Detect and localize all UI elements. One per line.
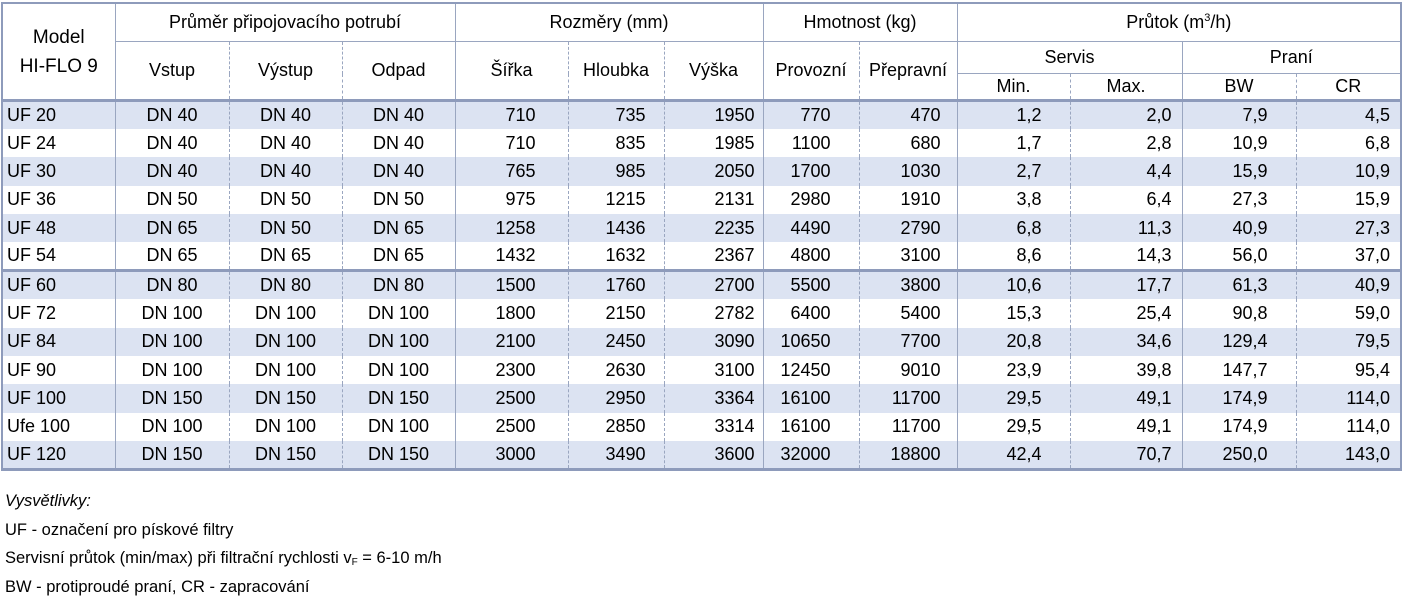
value-cell: 17,7	[1070, 271, 1182, 299]
value-cell: 10,6	[957, 271, 1070, 299]
value-cell: 985	[568, 157, 664, 185]
value-cell: 32000	[763, 441, 859, 469]
value-cell: 11,3	[1070, 214, 1182, 242]
model-header-line1: Model	[33, 27, 85, 48]
table-body	[2, 101, 1401, 470]
value-cell: 1436	[568, 214, 664, 242]
value-cell: DN 50	[229, 186, 342, 214]
value-cell: DN 50	[229, 214, 342, 242]
table-row	[2, 384, 1401, 412]
value-cell: 6400	[763, 299, 859, 327]
value-cell: 2782	[664, 299, 763, 327]
note-service-flow: Servisní průtok (min/max) při filtrační rychlosti $v_F = 6-10$ m/h	[5, 544, 442, 573]
col-sirka: Šířka	[455, 42, 568, 101]
value-cell: 42,4	[957, 441, 1070, 469]
value-cell: 61,3	[1182, 271, 1296, 299]
model-cell: UF 120	[2, 441, 115, 469]
value-cell: DN 40	[115, 101, 229, 129]
value-cell: DN 100	[342, 413, 455, 441]
value-cell: DN 50	[342, 186, 455, 214]
col-vstup: Vstup	[115, 42, 229, 101]
table-row	[2, 186, 1401, 214]
value-cell: 975	[455, 186, 568, 214]
value-cell: 1215	[568, 186, 664, 214]
value-cell: 114,0	[1296, 413, 1401, 441]
value-cell: DN 100	[229, 328, 342, 356]
value-cell: 4,5	[1296, 101, 1401, 129]
value-cell: DN 65	[115, 242, 229, 270]
value-cell: 2500	[455, 413, 568, 441]
value-cell: 1500	[455, 271, 568, 299]
value-cell: 1030	[859, 157, 957, 185]
value-cell: 29,5	[957, 384, 1070, 412]
value-cell: 765	[455, 157, 568, 185]
value-cell: DN 40	[342, 157, 455, 185]
value-cell: 56,0	[1182, 242, 1296, 270]
value-cell: 37,0	[1296, 242, 1401, 270]
value-cell: DN 150	[342, 384, 455, 412]
model-cell: UF 100	[2, 384, 115, 412]
value-cell: 470	[859, 101, 957, 129]
value-cell: 6,8	[957, 214, 1070, 242]
value-cell: 4800	[763, 242, 859, 270]
value-cell: 2100	[455, 328, 568, 356]
value-cell: 95,4	[1296, 356, 1401, 384]
col-bw: BW	[1182, 74, 1296, 101]
note-bw-cr: BW - protiproudé praní, CR - zapracování	[5, 573, 442, 601]
value-cell: 114,0	[1296, 384, 1401, 412]
value-cell: 3314	[664, 413, 763, 441]
model-header	[2, 3, 115, 101]
dimensions-group-header: Rozměry (mm)	[455, 3, 763, 42]
value-cell: 8,6	[957, 242, 1070, 270]
value-cell: DN 80	[229, 271, 342, 299]
value-cell: 1800	[455, 299, 568, 327]
value-cell: 3090	[664, 328, 763, 356]
notes-title: Vysvětlivky:	[5, 487, 442, 516]
col-odpad: Odpad	[342, 42, 455, 101]
value-cell: 1910	[859, 186, 957, 214]
value-cell: DN 40	[229, 157, 342, 185]
value-cell: 40,9	[1296, 271, 1401, 299]
value-cell: 29,5	[957, 413, 1070, 441]
value-cell: DN 40	[115, 129, 229, 157]
table-row	[2, 129, 1401, 157]
value-cell: 20,8	[957, 328, 1070, 356]
value-cell: DN 50	[115, 186, 229, 214]
value-cell: 5400	[859, 299, 957, 327]
model-cell: UF 54	[2, 242, 115, 270]
value-cell: 34,6	[1070, 328, 1182, 356]
value-cell: 14,3	[1070, 242, 1182, 270]
value-cell: 11700	[859, 384, 957, 412]
value-cell: 129,4	[1182, 328, 1296, 356]
value-cell: 40,9	[1182, 214, 1296, 242]
value-cell: 1,2	[957, 101, 1070, 129]
value-cell: 7,9	[1182, 101, 1296, 129]
col-provozni: Provozní	[763, 42, 859, 101]
weight-group-header: Hmotnost (kg)	[763, 3, 957, 42]
value-cell: 79,5	[1296, 328, 1401, 356]
value-cell: DN 40	[115, 157, 229, 185]
value-cell: DN 100	[229, 299, 342, 327]
value-cell: 2450	[568, 328, 664, 356]
wash-group-header: Praní	[1182, 42, 1401, 74]
col-vystup: Výstup	[229, 42, 342, 101]
model-cell: UF 60	[2, 271, 115, 299]
value-cell: 250,0	[1182, 441, 1296, 469]
value-cell: 3,8	[957, 186, 1070, 214]
model-header-line2: HI-FLO 9	[20, 56, 98, 77]
value-cell: DN 40	[342, 101, 455, 129]
value-cell: 174,9	[1182, 413, 1296, 441]
value-cell: 735	[568, 101, 664, 129]
value-cell: DN 80	[342, 271, 455, 299]
value-cell: 3600	[664, 441, 763, 469]
value-cell: DN 100	[115, 413, 229, 441]
value-cell: 710	[455, 129, 568, 157]
value-cell: DN 40	[229, 101, 342, 129]
value-cell: DN 100	[115, 299, 229, 327]
value-cell: 1100	[763, 129, 859, 157]
value-cell: 49,1	[1070, 413, 1182, 441]
value-cell: 59,0	[1296, 299, 1401, 327]
value-cell: 10650	[763, 328, 859, 356]
value-cell: 2700	[664, 271, 763, 299]
value-cell: 2300	[455, 356, 568, 384]
col-hloubka: Hloubka	[568, 42, 664, 101]
value-cell: 143,0	[1296, 441, 1401, 469]
value-cell: 3100	[664, 356, 763, 384]
value-cell: 2850	[568, 413, 664, 441]
value-cell: DN 150	[342, 441, 455, 469]
value-cell: 1760	[568, 271, 664, 299]
value-cell: 4,4	[1070, 157, 1182, 185]
service-group-header: Servis	[957, 42, 1182, 74]
pipe-diameter-group-header: Průměr připojovacího potrubí	[115, 3, 455, 42]
value-cell: 3800	[859, 271, 957, 299]
table-row	[2, 441, 1401, 469]
value-cell: 15,9	[1296, 186, 1401, 214]
value-cell: 147,7	[1182, 356, 1296, 384]
value-cell: 1432	[455, 242, 568, 270]
value-cell: 1700	[763, 157, 859, 185]
value-cell: 7700	[859, 328, 957, 356]
value-cell: 3490	[568, 441, 664, 469]
value-cell: 15,9	[1182, 157, 1296, 185]
value-cell: 2,7	[957, 157, 1070, 185]
model-cell: Ufe 100	[2, 413, 115, 441]
model-cell: UF 36	[2, 186, 115, 214]
filter-spec-table	[1, 2, 1402, 471]
value-cell: 9010	[859, 356, 957, 384]
value-cell: 25,4	[1070, 299, 1182, 327]
value-cell: 11700	[859, 413, 957, 441]
value-cell: 1950	[664, 101, 763, 129]
value-cell: 2,8	[1070, 129, 1182, 157]
model-cell: UF 72	[2, 299, 115, 327]
value-cell: DN 150	[229, 441, 342, 469]
value-cell: 1,7	[957, 129, 1070, 157]
model-cell: UF 48	[2, 214, 115, 242]
value-cell: 4490	[763, 214, 859, 242]
col-min: Min.	[957, 74, 1070, 101]
value-cell: DN 150	[115, 441, 229, 469]
table-row	[2, 271, 1401, 299]
table-row	[2, 356, 1401, 384]
value-cell: 49,1	[1070, 384, 1182, 412]
legend-notes	[5, 487, 442, 601]
model-cell: UF 20	[2, 101, 115, 129]
value-cell: 90,8	[1182, 299, 1296, 327]
value-cell: 10,9	[1296, 157, 1401, 185]
value-cell: DN 150	[115, 384, 229, 412]
value-cell: 2367	[664, 242, 763, 270]
model-cell: UF 24	[2, 129, 115, 157]
value-cell: 2235	[664, 214, 763, 242]
value-cell: 16100	[763, 413, 859, 441]
value-cell: 2790	[859, 214, 957, 242]
table-row	[2, 413, 1401, 441]
value-cell: 3364	[664, 384, 763, 412]
value-cell: 2,0	[1070, 101, 1182, 129]
value-cell: 39,8	[1070, 356, 1182, 384]
col-cr: CR	[1296, 74, 1401, 101]
value-cell: 2980	[763, 186, 859, 214]
table-row	[2, 328, 1401, 356]
value-cell: 12450	[763, 356, 859, 384]
col-prepravni: Přepravní	[859, 42, 957, 101]
value-cell: DN 100	[342, 328, 455, 356]
value-cell: DN 65	[342, 242, 455, 270]
value-cell: 16100	[763, 384, 859, 412]
value-cell: 27,3	[1182, 186, 1296, 214]
value-cell: 15,3	[957, 299, 1070, 327]
value-cell: 2150	[568, 299, 664, 327]
table-row	[2, 242, 1401, 270]
value-cell: DN 150	[229, 384, 342, 412]
value-cell: 27,3	[1296, 214, 1401, 242]
col-max: Max.	[1070, 74, 1182, 101]
table-row	[2, 214, 1401, 242]
value-cell: DN 100	[229, 356, 342, 384]
value-cell: 710	[455, 101, 568, 129]
value-cell: 1632	[568, 242, 664, 270]
value-cell: DN 65	[342, 214, 455, 242]
note-uf: UF - označení pro pískové filtry	[5, 516, 442, 545]
model-cell: UF 90	[2, 356, 115, 384]
table-row	[2, 299, 1401, 327]
value-cell: 1985	[664, 129, 763, 157]
value-cell: 3000	[455, 441, 568, 469]
value-cell: 6,4	[1070, 186, 1182, 214]
value-cell: 5500	[763, 271, 859, 299]
value-cell: 835	[568, 129, 664, 157]
value-cell: DN 100	[342, 356, 455, 384]
col-vyska: Výška	[664, 42, 763, 101]
value-cell: 2500	[455, 384, 568, 412]
value-cell: DN 80	[115, 271, 229, 299]
table-row	[2, 101, 1401, 129]
value-cell: DN 65	[229, 242, 342, 270]
value-cell: DN 100	[115, 328, 229, 356]
value-cell: 3100	[859, 242, 957, 270]
value-cell: DN 100	[115, 356, 229, 384]
value-cell: DN 100	[342, 299, 455, 327]
value-cell: 1258	[455, 214, 568, 242]
model-cell: UF 30	[2, 157, 115, 185]
value-cell: 174,9	[1182, 384, 1296, 412]
value-cell: 6,8	[1296, 129, 1401, 157]
value-cell: 70,7	[1070, 441, 1182, 469]
value-cell: 680	[859, 129, 957, 157]
value-cell: DN 40	[342, 129, 455, 157]
value-cell: 770	[763, 101, 859, 129]
value-cell: 23,9	[957, 356, 1070, 384]
value-cell: 18800	[859, 441, 957, 469]
table-row	[2, 157, 1401, 185]
flow-group-header: Průtok $(m^3/h)$	[957, 3, 1401, 42]
value-cell: 2050	[664, 157, 763, 185]
value-cell: 2131	[664, 186, 763, 214]
value-cell: DN 65	[115, 214, 229, 242]
value-cell: 10,9	[1182, 129, 1296, 157]
model-cell: UF 84	[2, 328, 115, 356]
value-cell: DN 40	[229, 129, 342, 157]
value-cell: DN 100	[229, 413, 342, 441]
value-cell: 2950	[568, 384, 664, 412]
value-cell: 2630	[568, 356, 664, 384]
